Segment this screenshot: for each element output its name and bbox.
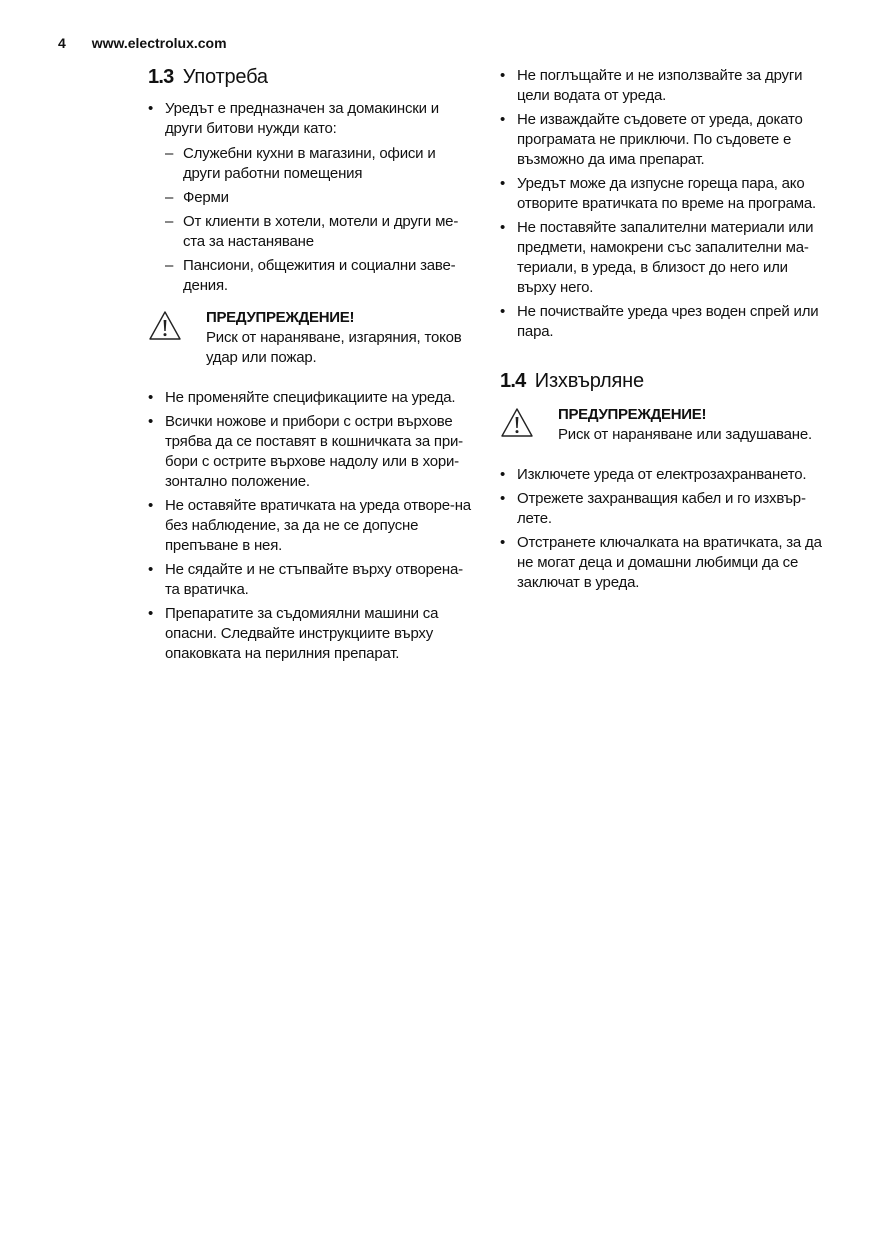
left-column (148, 66, 473, 668)
list-item: • Не поставяйте запалителни материали или предмети, намокрени със запалителни ма-териали, в уреда, в близост до него или върху него. (500, 218, 825, 298)
sub-list-item: – Служебни кухни в магазини, офиси и други работни помещения (165, 144, 473, 184)
website-link[interactable]: www.electrolux.com (91, 35, 227, 51)
section-number: 1.4 (500, 370, 526, 392)
list-item: • Отстранете ключалката на вратичката, за да не могат деца и домашни любимци да се заключат в уреда. (500, 533, 825, 593)
list-item: • Не оставяйте вратичката на уреда отворе-на без наблюдение, за да не се допусне препъване в нея. (148, 496, 473, 556)
section-title: Изхвърляне (534, 370, 644, 392)
warning-block (500, 405, 825, 445)
usage-safety-list (148, 388, 473, 664)
warning-triangle-icon (500, 407, 534, 439)
list-item: • Не сядайте и не стъпвайте върху отворена-та вратичка. (148, 560, 473, 600)
list-item-text: Уредът е предназначен за домакински и други битови нужди като: (165, 100, 439, 137)
usage-intro-list (148, 99, 473, 296)
warning-text: Риск от нараняване, изгаряния, токов удар или пожар. (206, 329, 462, 366)
usage-sub-list (165, 144, 473, 296)
warning-triangle-icon (148, 310, 182, 342)
list-item: • Отрежете захранващия кабел и го изхвър-лете. (500, 489, 825, 529)
warning-title: ПРЕДУПРЕЖДЕНИЕ! (206, 309, 355, 326)
list-item: • Уредът може да изпусне гореща пара, ако отворите вратичката по време на програма. (500, 174, 825, 214)
warning-block (148, 308, 473, 368)
usage-safety-list-continued (500, 66, 825, 342)
right-column (500, 66, 825, 597)
list-item: • Не почиствайте уреда чрез воден спрей или пара. (500, 302, 825, 342)
section-title: Употреба (182, 66, 268, 88)
list-item: • Изключете уреда от електрозахранването. (500, 465, 825, 485)
warning-title: ПРЕДУПРЕЖДЕНИЕ! (558, 406, 707, 423)
page-number: 4 (58, 35, 66, 51)
sub-list-item: – Пансиони, общежития и социални заве-дения. (165, 256, 473, 296)
list-item: • Не поглъщайте и не използвайте за други цели водата от уреда. (500, 66, 825, 106)
list-item: • Не изваждайте съдовете от уреда, докато програмата не приключи. По съдовете е възможно да има препарат. (500, 110, 825, 170)
page-header (58, 35, 227, 51)
section-heading-disposal (500, 370, 825, 393)
list-item: • Всички ножове и прибори с остри върхове трябва да се поставят в кошничката за при-бори с острите върхове надолу или в хори-зонтално положение. (148, 412, 473, 492)
list-item: • Препаратите за съдомиялни машини са опасни. Следвайте инструкциите върху опаковката на перилния препарат. (148, 604, 473, 664)
disposal-list (500, 465, 825, 593)
warning-text: Риск от нараняване или задушаване. (558, 426, 812, 443)
sub-list-item: – Ферми (165, 188, 473, 208)
section-number: 1.3 (148, 66, 174, 88)
sub-list-item: – От клиенти в хотели, мотели и други ме-ста за настаняване (165, 212, 473, 252)
section-heading-usage (148, 66, 473, 89)
list-item (148, 99, 473, 296)
list-item: • Не променяйте спецификациите на уреда. (148, 388, 473, 408)
